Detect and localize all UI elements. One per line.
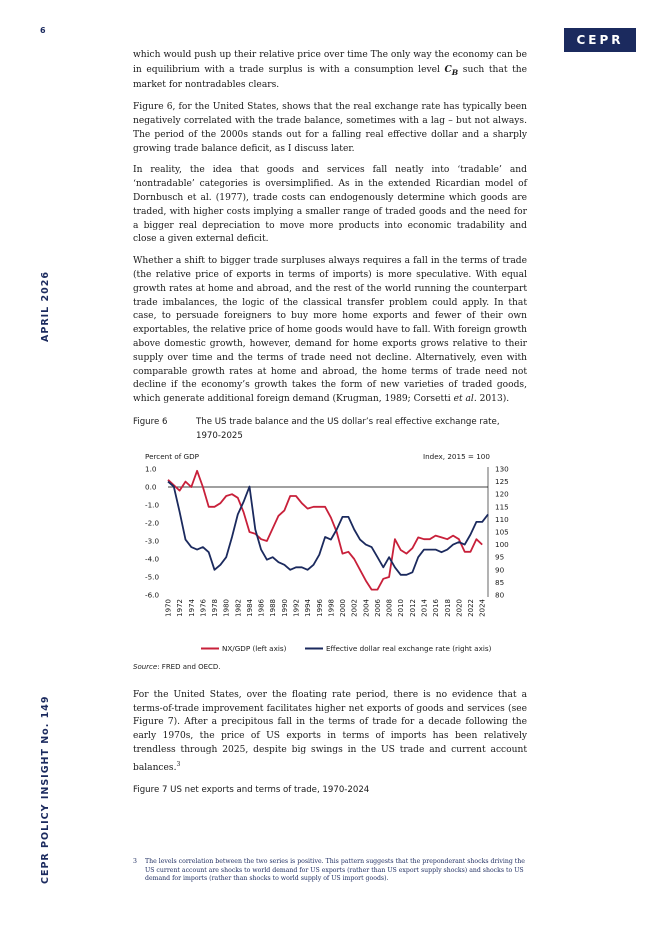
x-tick-label: 1980 <box>222 598 231 617</box>
right-tick-label: 85 <box>495 577 505 587</box>
side-series: CEPR POLICY INSIGHT No. 149 <box>40 695 51 884</box>
left-tick-label: 0.0 <box>145 482 157 492</box>
x-tick-label: 2010 <box>397 598 406 617</box>
right-tick-label: 125 <box>495 477 509 487</box>
right-tick-label: 80 <box>495 590 505 600</box>
x-tick-label: 1976 <box>199 598 208 617</box>
legend-label: NX/GDP (left axis) <box>222 643 287 653</box>
right-tick-label: 95 <box>495 552 505 562</box>
right-tick-label: 110 <box>495 514 509 524</box>
left-tick-label: -5.0 <box>145 572 160 582</box>
x-tick-label: 1994 <box>304 598 313 617</box>
figure6-caption: The US trade balance and the US dollar’s real effective exchange rate, 1970-2025 <box>196 416 500 441</box>
left-axis-label: Percent of GDP <box>145 451 199 461</box>
footnote-ref[interactable]: 3 <box>176 760 181 768</box>
left-tick-label: -1.0 <box>145 500 160 510</box>
x-tick-label: 1988 <box>269 598 278 617</box>
footnote <box>133 858 531 884</box>
footnote-text: The levels correlation between the two series is positive. This pattern suggests that the preponderant shocks driving the US current account are shocks to world demand for US exports (rather than US export supply shocks) and shocks to US demand for imports (rather than shocks to world supply of US import goods). <box>145 858 525 883</box>
side-date: APRIL 2026 <box>40 271 51 342</box>
paragraph-1: which would push up their relative price over time The only way the economy can be in equilibrium with a trade surplus is with a consumption level $C_B$ such that the market for nontradables clears. <box>133 50 527 91</box>
paragraph-4: Whether a shift to bigger trade surpluses always requires a fall in the terms of trade (the relative price of exports in terms of imports) is more speculative. With equal growth rates at home and abroad, and the rest of the world running the counterpart trade imbalances, the logic of the classical transfer problem could apply. In that case, to persuade foreigners to buy more home exports and fewer of their own exportables, the relative price of home goods would have to fall. With foreign growth above domestic growth, however, demand for home exports grows relative to their supply over time and the terms of trade need not decline. Alternatively, even with comparable growth rates at home and abroad, the home terms of trade need not decline if the economy’s growth takes the form of new varieties of traded goods, which generate additional foreign demand (Krugman, 1989; Corsetti et al. 2013). <box>133 256 527 405</box>
left-tick-label: -4.0 <box>145 554 160 564</box>
right-tick-label: 130 <box>495 464 509 474</box>
right-axis-label: Index, 2015 = 100 <box>423 451 490 461</box>
left-tick-label: 1.0 <box>145 464 157 474</box>
x-tick-label: 1970 <box>164 598 173 617</box>
x-tick-label: 1986 <box>257 598 266 617</box>
figure7-title: Figure 7 US net exports and terms of trade, 1970-2024 <box>133 784 370 795</box>
x-tick-label: 2000 <box>339 598 348 617</box>
right-tick-label: 120 <box>495 489 509 499</box>
x-tick-label: 1984 <box>245 598 254 617</box>
left-tick-label: -6.0 <box>145 590 160 600</box>
footnote-number: 3 <box>133 858 137 865</box>
right-tick-label: 100 <box>495 540 509 550</box>
nx-gdp-line <box>168 471 482 590</box>
page-number: 6 <box>40 26 46 35</box>
figure6-source: Source: FRED and OECD. <box>133 662 221 671</box>
right-tick-label: 115 <box>495 502 509 512</box>
x-tick-label: 1972 <box>176 598 185 617</box>
main-content <box>133 49 527 797</box>
x-tick-label: 2020 <box>455 598 464 617</box>
figure6-chart <box>133 447 527 657</box>
figure6-label: Figure 6 <box>133 416 168 427</box>
x-tick-label: 2022 <box>467 598 476 617</box>
paragraph-2: Figure 6, for the United States, shows that the real exchange rate has typically been negatively correlated with the trade balance, sometimes with a lag – but not always. The period of the 2000s stands out for a falling real effective dollar and a sharply growing trade balance deficit, as I discuss later. <box>133 102 527 154</box>
x-tick-label: 1990 <box>280 598 289 617</box>
left-tick-label: -3.0 <box>145 536 160 546</box>
legend-label: Effective dollar real exchange rate (right axis) <box>326 643 492 653</box>
left-tick-label: -2.0 <box>145 518 160 528</box>
x-tick-label: 1996 <box>315 598 324 617</box>
right-tick-label: 90 <box>495 565 505 575</box>
x-tick-label: 1974 <box>187 598 196 617</box>
right-tick-label: 105 <box>495 527 509 537</box>
x-tick-label: 1992 <box>292 598 301 617</box>
cepr-logo: CEPR <box>564 28 636 52</box>
x-tick-label: 1978 <box>211 598 220 617</box>
x-tick-label: 2002 <box>350 598 359 617</box>
x-tick-label: 1998 <box>327 598 336 617</box>
figure6-title <box>133 415 527 443</box>
x-tick-label: 1982 <box>234 598 243 617</box>
x-tick-label: 2006 <box>373 598 382 617</box>
x-tick-label: 2004 <box>362 598 371 617</box>
paragraph-5: For the United States, over the floating rate period, there is no evidence that a terms-of-trade improvement facilitates higher net exports of goods and services (see Figure 7). After a precipitous fall in the terms of trade for a decade following the early 1970s, the price of US exports in terms of imports has been relatively trendless through 2025, despite big swings in the US trade and current account balances.$^3$ <box>133 689 527 773</box>
exchange-rate-line <box>168 482 488 575</box>
x-tick-label: 2024 <box>478 598 487 617</box>
x-tick-label: 2012 <box>408 598 417 617</box>
consumption-symbol: $C_B$ <box>444 63 459 77</box>
x-tick-label: 2008 <box>385 598 394 617</box>
x-tick-label: 2014 <box>420 598 429 617</box>
paragraph-3: In reality, the idea that goods and services fall neatly into ‘tradable’ and ‘nontradable’ categories is oversimplified. As in the extended Ricardian model of Dornbusch et al. (1977), trade costs can endogenously determine which goods are traded, with higher costs implying a smaller range of traded goods and the need for a bigger real depreciation to move more products into economic tradability and close a given external deficit. <box>133 165 527 245</box>
x-tick-label: 2018 <box>443 598 452 617</box>
x-tick-label: 2016 <box>432 598 441 617</box>
